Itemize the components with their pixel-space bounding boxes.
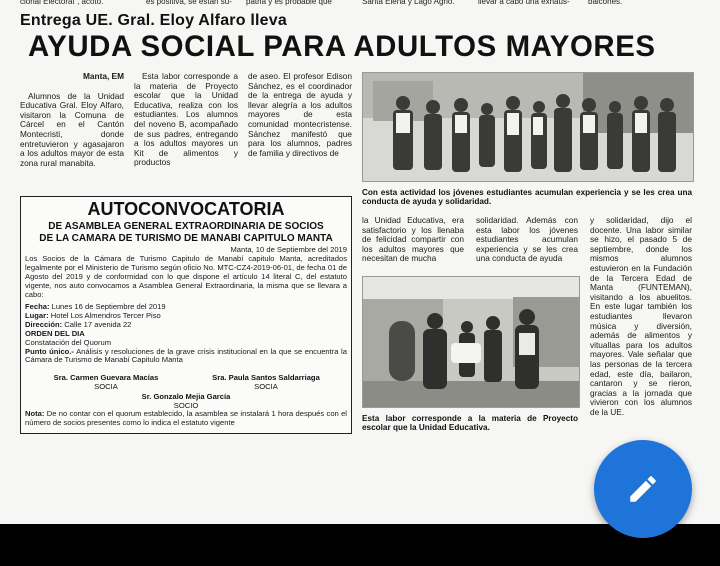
elderly-aid-photo — [362, 276, 580, 408]
notice-subtitle: DE ASAMBLEA GENERAL EXTRAORDINARIA DE SOCIOS — [48, 221, 324, 232]
article-kicker: Entrega UE. Gral. Eloy Alfaro lleva — [20, 12, 287, 29]
signature-role: SOCIO — [173, 401, 199, 410]
photo-caption-1: Con esta actividad los jóvenes estudiantes acumulan experiencia y se les crea una conducta de ayuda y solidaridad. — [362, 188, 692, 207]
direccion-label: Dirección: — [25, 319, 63, 329]
lugar-label: Lugar: — [25, 310, 49, 320]
notice-details — [25, 303, 347, 365]
punto-label: Punto único.- — [25, 346, 74, 356]
bottom-navigation-bar — [0, 524, 720, 566]
fecha-label: Fecha: — [25, 302, 50, 311]
signature-2 — [191, 373, 341, 391]
previous-article-strip — [0, 0, 720, 10]
strip-text: balcones. — [588, 0, 623, 6]
notice-date: Manta, 10 de Septiembre del 2019 — [230, 245, 347, 254]
signature-name: Sra. Paula Santos Saldarriaga — [212, 373, 320, 382]
notice-body: Los Socios de la Cámara de Turismo Capitulo de Manabí capitulo Manta, acreditados legalmente por el Ministerio de Turismo según oficio No. MTC-CZ4-2019-06-01, de fecha 01 de Agosto del 2019 y de conformidad con lo que dispone el artículo 14 literal C, del estatuto vigente, nos auto convocamos a Asamblea General Extraordinaria, la misma que se llevara a cabo: — [25, 254, 347, 299]
notice-title: AUTOCONVOCATORIA — [87, 199, 285, 219]
photo-illustration — [363, 277, 579, 407]
fecha-value: Lunes 16 de Septiembre del 2019 — [51, 302, 166, 311]
notice-nota — [25, 410, 347, 428]
signature-name: Sra. Carmen Guevara Macías — [53, 373, 159, 382]
direccion-value: Calle 17 avenida 22 — [64, 319, 132, 329]
notice-orden-item: Constatación del Quorum — [25, 337, 112, 347]
article-headline: AYUDA SOCIAL PARA ADULTOS MAYORES — [28, 30, 656, 63]
notice-subtitle: DE LA CAMARA DE TURISMO DE MANABI CAPITULO MANTA — [39, 233, 333, 244]
dateline: Manta, EM — [82, 71, 124, 81]
strip-text: Santa Elena y Lago Agrio. — [362, 0, 455, 6]
nota-label: Nota: — [25, 409, 45, 418]
orden-label: ORDEN DEL DIA — [25, 328, 85, 338]
edit-fab-button[interactable] — [594, 440, 692, 538]
signature-role: SOCIA — [94, 382, 118, 391]
autoconvocatoria-notice — [20, 196, 352, 434]
photo-illustration — [363, 73, 693, 181]
students-group-photo — [362, 72, 694, 182]
punto-value: Análisis y resoluciones de la grave crisis institucional en la que se encuentra la Cámara de Turismo de Manabí Capitulo Manta — [25, 346, 347, 365]
signature-name: Sr. Gonzalo Mejia García — [141, 392, 231, 401]
article-column-1 — [20, 72, 124, 168]
article-column-2: Esta labor corresponde a la materia de Proyecto escolar que la Unidad Educativa, realiza con los estudiantes. Los alumnos del noveno B, acompañado de sus padres, entregando a los adultos mayores un Kit de alimentos y productos — [134, 71, 238, 168]
strip-text: patria y es probable que — [246, 0, 332, 6]
signature-1 — [31, 373, 181, 391]
nota-value: De no contar con el quorum establecido, la asamblea se instalará 1 hora después con el número de socios presentes como lo indica el estatuto vigente — [25, 409, 347, 427]
article-column-5: solidaridad. Además con esta labor los jóvenes estudiantes acumulan experiencia y se les crea una conducta de ayuda — [476, 215, 578, 264]
strip-text: llevar a cabo una exhaus- — [478, 0, 570, 6]
strip-text: cional Electoral", acotó. — [20, 0, 104, 6]
signature-role: SOCIA — [254, 382, 278, 391]
article-column-4: la Unidad Educativa, era satisfactorio y los llenaba de felicidad compartir con los adultos mayores que necesitan de mucha — [362, 215, 464, 264]
strip-text: es positiva, se están su- — [146, 0, 232, 6]
photo-caption-2: Esta labor corresponde a la materia de Proyecto escolar que la Unidad Educativa. — [362, 414, 578, 433]
signature-3 — [111, 392, 261, 410]
pencil-icon — [626, 472, 660, 506]
lugar-value: Hotel Los Almendros Tercer Piso — [50, 310, 161, 320]
article-column-6: y solidaridad, dijo el docente. Una labor similar se hizo, el pasado 5 de septiembre, donde los mismos alumnos estuvieron en la Fundación de la Tercera Edad de Manta (FUNTEMAN), visitando a los abuelitos. En este lugar también los estudiantes llevaron música y diversión, además de alimentos y vituallas para los adultos mayores. Vale señalar que las personas de la tercera edad, este día, bailaron, cantaron y se rieron, gracias a la jornada que vivieron con los alumnos de la UE. — [590, 215, 692, 417]
notice-punto — [25, 348, 347, 366]
article-column-3: de aseo. El profesor Edison Sánchez, es el coordinador de la entrega de ayuda y llevar alegría a los adultos mayores de esta comunidad montecristense. Sánchez manifestó que para los alumnos, padres de familia y directivos de — [248, 71, 352, 158]
column-text: Alumnos de la Unidad Educativa Gral. Eloy Alfaro, visitaron la Comuna de Cárcel en el Cantón Montecristi, donde entretuvieron y agasajaron a los adultos mayor de esta zona rural manabita. — [20, 90, 124, 168]
